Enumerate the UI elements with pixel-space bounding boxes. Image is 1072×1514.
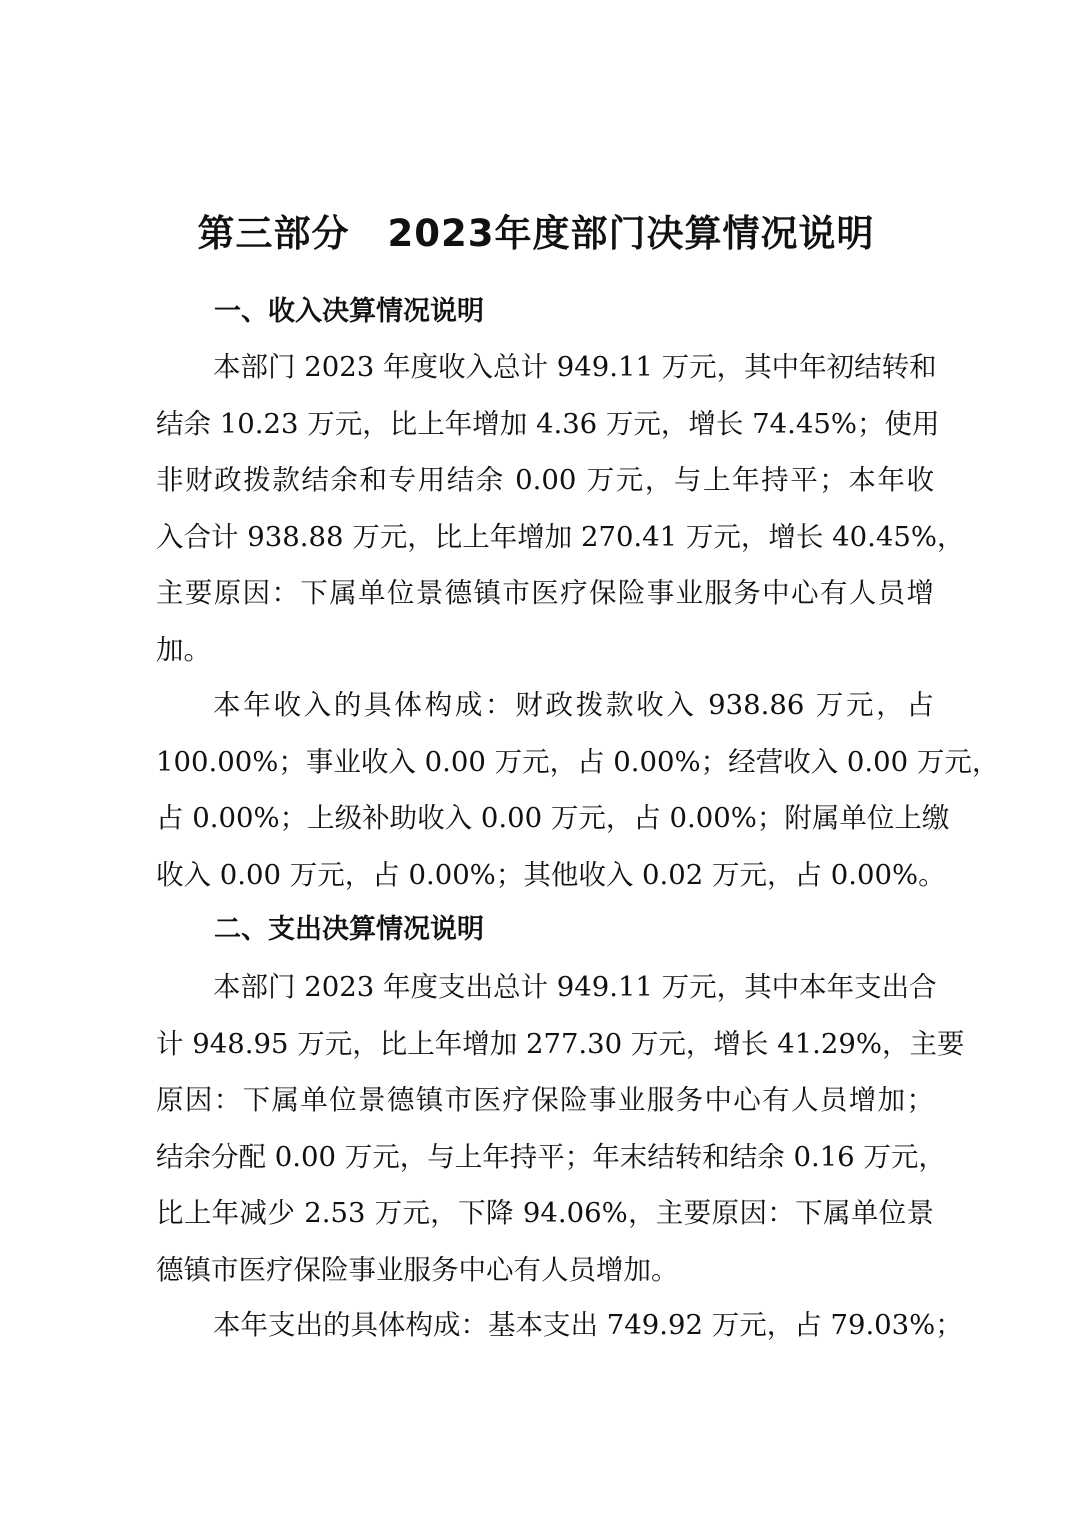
- text-line: 本年支出的具体构成：基本支出 749.92 万元，占 79.03%；: [213, 1309, 963, 1341]
- section-heading-expenditure: 二、支出决算情况说明: [214, 914, 484, 945]
- text-line: 原因：下属单位景德镇市医疗保险事业服务中心有人员增加；: [156, 1084, 934, 1116]
- paragraph-expenditure-composition: [156, 1297, 963, 1354]
- paragraph-income-composition: [156, 677, 1000, 903]
- text-line: 比上年减少 2.53 万元，下降 94.06%，主要原因：下属单位景: [156, 1197, 934, 1229]
- text-line: 加。: [156, 633, 211, 666]
- text-line: 100.00%；事业收入 0.00 万元，占 0.00%；经营收入 0.00 万元，: [156, 745, 1000, 778]
- section-heading-income: 一、收入决算情况说明: [214, 296, 484, 327]
- paragraph-income-summary: [156, 339, 965, 678]
- text-line: 本部门 2023 年度支出总计 949.11 万元，其中本年支出合: [213, 971, 937, 1003]
- text-line: 德镇市医疗保险事业服务中心有人员增加。: [156, 1253, 679, 1286]
- text-line: 主要原因：下属单位景德镇市医疗保险事业服务中心有人员增: [156, 577, 934, 609]
- text-line: 非财政拨款结余和专用结余 0.00 万元，与上年持平；本年收: [156, 464, 934, 496]
- text-line: 占 0.00%；上级补助收入 0.00 万元，占 0.00%；附属单位上缴: [156, 802, 950, 834]
- text-line: 入合计 938.88 万元，比上年增加 270.41 万元，增长 40.45%，: [156, 520, 965, 553]
- paragraph-expenditure-summary: [156, 959, 965, 1298]
- text-line: 结余分配 0.00 万元，与上年持平；年末结转和结余 0.16 万元，: [156, 1140, 946, 1173]
- text-line: 本部门 2023 年度收入总计 949.11 万元，其中年初结转和: [213, 351, 937, 383]
- text-line: 计 948.95 万元，比上年增加 277.30 万元，增长 41.29%，主要: [156, 1027, 965, 1060]
- text-line: 收入 0.00 万元，占 0.00%；其他收入 0.02 万元，占 0.00%。: [156, 858, 946, 891]
- page-title: 第三部分 2023年度部门决算情况说明: [197, 212, 875, 255]
- text-line: 本年收入的具体构成：财政拨款收入 938.86 万元，占: [213, 689, 934, 721]
- text-line: 结余 10.23 万元，比上年增加 4.36 万元，增长 74.45%；使用: [156, 407, 940, 440]
